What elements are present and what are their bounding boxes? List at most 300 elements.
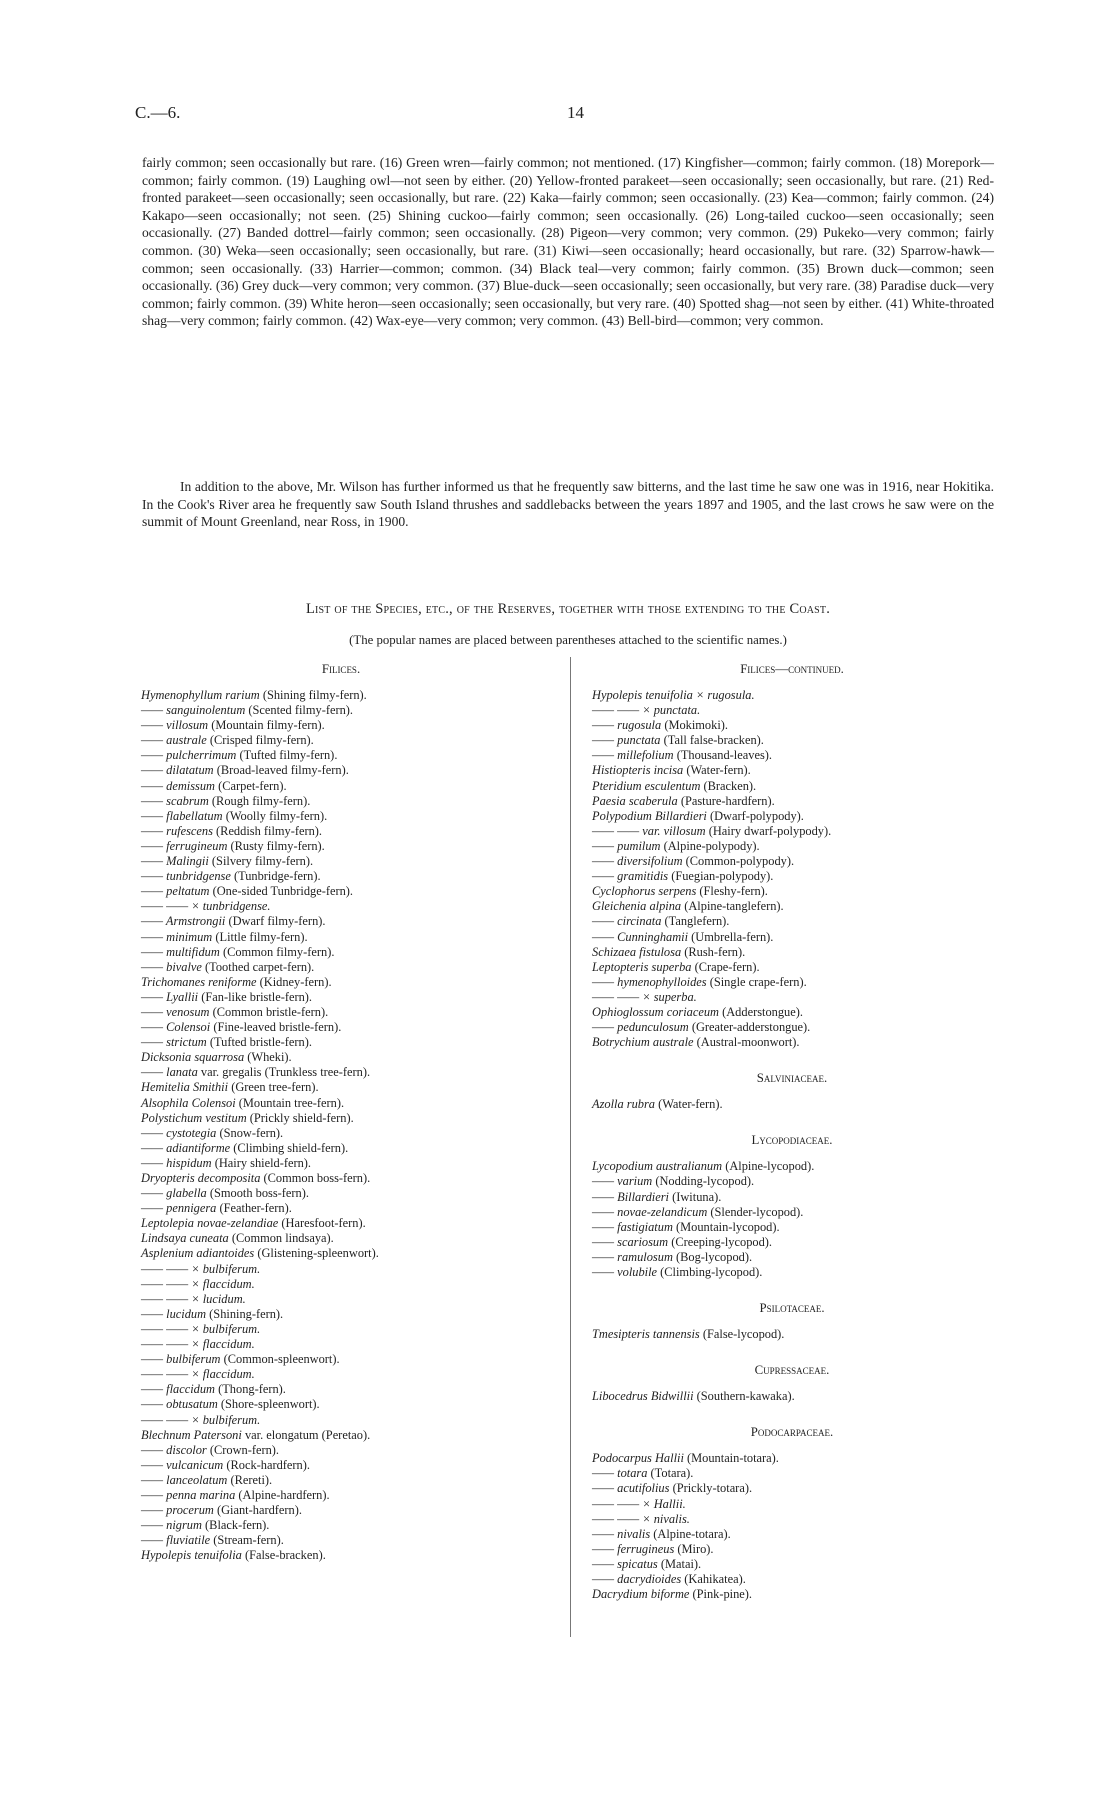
common-name: (Mountain filmy-fern). <box>211 718 325 733</box>
scientific-name: —— pulcherrimum <box>141 748 237 763</box>
common-name: (Wheki). <box>247 1050 292 1065</box>
common-name: (Mountain tree-fern). <box>238 1095 345 1110</box>
species-entry <box>592 1542 992 1557</box>
common-name: (Common-spleenwort). <box>223 1352 340 1367</box>
species-entry <box>141 1020 541 1035</box>
common-name: (Broad-leaved filmy-fern). <box>216 763 349 778</box>
family-heading: Podocarpaceae. <box>750 1425 834 1440</box>
common-name: (Tufted filmy-fern). <box>239 748 338 763</box>
scientific-name: —— gramitidis <box>592 869 669 884</box>
species-entry <box>141 1548 541 1563</box>
scientific-name: —— —— var. villosum <box>592 823 706 838</box>
scientific-name: —— cystotegia <box>141 1125 217 1140</box>
common-name: (Thong-fern). <box>218 1382 286 1397</box>
scientific-name: —— scabrum <box>141 793 209 808</box>
common-name: (Stream-fern). <box>213 1533 284 1548</box>
species-entry <box>141 763 541 778</box>
species-entry <box>141 1080 541 1095</box>
common-name: (Tunbridge-fern). <box>233 869 321 884</box>
species-entry <box>141 945 541 960</box>
scientific-name: Gleichenia alpina <box>592 899 682 914</box>
scientific-name: Alsophila Colensoi <box>141 1095 236 1110</box>
species-entry <box>592 763 992 778</box>
common-name: (Mountain-lycopod). <box>676 1219 780 1234</box>
species-list-subtitle: (The popular names are placed between parentheses attached to the scientific names.) <box>349 633 787 647</box>
species-entry <box>592 703 992 718</box>
species-entry <box>592 1190 992 1205</box>
common-name: (Bracken). <box>703 778 757 793</box>
species-entry <box>592 1035 992 1050</box>
common-name: (Adderstongue). <box>722 1004 803 1019</box>
scientific-name: —— —— × punctata. <box>592 703 701 718</box>
scientific-name: Hemitelia Smithii <box>141 1080 229 1095</box>
common-name: (Common boss-fern). <box>263 1171 371 1185</box>
common-name: (Giant-hardfern). <box>216 1503 302 1518</box>
common-name: (Thousand-leaves). <box>676 748 772 763</box>
species-entry <box>141 930 541 945</box>
scientific-name: —— rufescens <box>141 823 213 838</box>
common-name: (False-bracken). <box>244 1548 326 1563</box>
common-name: (Dwarf-polypody). <box>709 808 804 823</box>
species-entry <box>141 748 541 763</box>
scientific-name: —— glabella <box>141 1186 207 1201</box>
species-entry <box>141 1231 541 1246</box>
scientific-name: —— —— × bulbiferum. <box>141 1412 261 1427</box>
scientific-name: —— australe <box>141 733 207 748</box>
species-entry <box>141 1201 541 1216</box>
common-name: (Mokimoki). <box>664 718 728 733</box>
species-entry <box>141 1292 541 1307</box>
scientific-name: —— flaccidum <box>141 1382 215 1397</box>
species-entry <box>141 1518 541 1533</box>
species-entry <box>592 1174 992 1189</box>
scientific-name: —— hispidum <box>141 1155 212 1170</box>
scientific-name: —— peltatum <box>141 884 210 899</box>
common-name: (Feather-fern). <box>219 1201 292 1216</box>
scientific-name: —— lanata <box>141 1065 198 1080</box>
common-name: (Matai). <box>660 1556 702 1571</box>
species-entry <box>141 990 541 1005</box>
common-name: (Fine-leaved bristle-fern). <box>213 1020 342 1035</box>
species-entry <box>141 688 541 703</box>
common-name: (Little filmy-fern). <box>215 929 308 944</box>
species-entry <box>141 1186 541 1201</box>
page-header <box>135 103 1000 127</box>
species-entry <box>141 1428 541 1443</box>
common-name: (Totara). <box>650 1466 694 1481</box>
scientific-name: —— —— × bulbiferum. <box>141 1321 261 1336</box>
scientific-name: Leptopteris superba <box>592 959 692 974</box>
scientific-name: —— strictum <box>141 1035 207 1050</box>
species-entry <box>592 884 992 899</box>
scientific-name: —— Malingii <box>141 854 209 869</box>
scientific-name: Botrychium australe <box>592 1035 694 1050</box>
scientific-name: —— —— × bulbiferum. <box>141 1261 261 1276</box>
common-name: (Alpine-totara). <box>653 1526 731 1541</box>
common-name: (Climbing-lycopod). <box>660 1265 763 1279</box>
species-entry <box>592 794 992 809</box>
common-name: (Black-fern). <box>205 1518 270 1533</box>
common-name: (Kidney-fern). <box>259 974 332 989</box>
scientific-name: —— minimum <box>141 929 213 944</box>
scientific-name: —— varium <box>592 1174 653 1189</box>
common-name: (Common lindsaya). <box>231 1231 334 1246</box>
common-name: (Alpine-lycopod). <box>725 1159 815 1174</box>
scientific-name: —— totara <box>592 1466 648 1481</box>
species-entry <box>141 718 541 733</box>
scientific-name: —— Billardieri <box>592 1189 669 1204</box>
species-entry <box>141 839 541 854</box>
scientific-name: —— dacrydioides <box>592 1572 682 1587</box>
species-entry <box>592 1235 992 1250</box>
common-name: (Rush-fern). <box>684 944 746 959</box>
common-name: (Rusty filmy-fern). <box>230 838 325 853</box>
common-name: (Pink-pine). <box>692 1587 753 1602</box>
species-entry <box>141 1156 541 1171</box>
scientific-name: —— obtusatum <box>141 1397 218 1412</box>
common-name: (Dwarf filmy-fern). <box>228 914 326 929</box>
species-entry <box>592 1572 992 1587</box>
document-reference: C.—6. <box>135 103 181 122</box>
species-entry <box>592 718 992 733</box>
scientific-name: —— sanguinolentum <box>141 703 246 718</box>
scientific-name: —— fluviatile <box>141 1533 211 1548</box>
scientific-name: —— demissum <box>141 778 216 793</box>
common-name: (Shining-fern). <box>209 1306 284 1321</box>
species-entry <box>592 824 992 839</box>
species-entry <box>592 960 992 975</box>
scientific-name: —— lucidum <box>141 1306 207 1321</box>
scientific-name: —— punctata <box>592 733 661 748</box>
scientific-name: —— flabellatum <box>141 808 223 823</box>
common-name: (Shore-spleenwort). <box>220 1397 320 1412</box>
common-name: (Nodding-lycopod). <box>655 1174 755 1189</box>
common-name: (Rereti). <box>230 1472 273 1487</box>
common-name: (One-sided Tunbridge-fern). <box>212 884 354 899</box>
common-name: var. elongatum (Peretao). <box>244 1427 371 1442</box>
species-entry <box>141 1307 541 1322</box>
scientific-name: —— —— × Hallii. <box>592 1496 686 1511</box>
common-name: (Snow-fern). <box>219 1125 284 1140</box>
species-entry <box>592 1327 992 1342</box>
species-entry <box>141 1035 541 1050</box>
scientific-name: —— nigrum <box>141 1518 202 1533</box>
scientific-name: —— Colensoi <box>141 1020 211 1035</box>
scientific-name: —— —— × flaccidum. <box>141 1276 255 1291</box>
scientific-name: Blechnum Patersoni <box>141 1427 242 1442</box>
common-name: (Hairy dwarf-polypody). <box>708 823 832 838</box>
common-name: (Pasture-hardfern). <box>680 793 775 808</box>
scientific-name: Schizaea fistulosa <box>592 944 682 959</box>
species-entry <box>141 1397 541 1412</box>
common-name: (Austral-moonwort). <box>696 1035 800 1050</box>
common-name: (Rough filmy-fern). <box>211 793 311 808</box>
species-entry <box>592 748 992 763</box>
species-entry <box>141 1337 541 1352</box>
species-entry <box>592 1159 992 1174</box>
scientific-name: Azolla rubra <box>592 1097 655 1112</box>
species-entry <box>592 899 992 914</box>
common-name: (Southern-kawaka). <box>696 1389 795 1404</box>
species-entry <box>141 914 541 929</box>
scientific-name: —— rugosula <box>592 718 662 733</box>
scientific-name: Ophioglossum coriaceum <box>592 1004 719 1019</box>
species-entry <box>592 1497 992 1512</box>
scientific-name: —— bulbiferum <box>141 1352 221 1367</box>
common-name: (Climbing shield-fern). <box>233 1140 349 1155</box>
species-entry <box>141 854 541 869</box>
species-entry <box>141 1322 541 1337</box>
scientific-name: —— volubile <box>592 1265 658 1279</box>
scientific-name: Libocedrus Bidwillii <box>592 1389 694 1404</box>
scientific-name: Lindsaya cuneata <box>141 1231 229 1246</box>
species-entry <box>141 1473 541 1488</box>
common-name: (Glistening-spleenwort). <box>257 1246 379 1261</box>
scientific-name: —— —— × superba. <box>592 989 697 1004</box>
species-entry <box>141 1262 541 1277</box>
family-heading: Psilotaceae. <box>759 1301 825 1316</box>
species-entry <box>141 779 541 794</box>
common-name: (Iwituna). <box>672 1189 722 1204</box>
common-name: (Haresfoot-fern). <box>281 1216 366 1231</box>
common-name: (Silvery filmy-fern). <box>211 854 314 869</box>
species-entry <box>141 1005 541 1020</box>
family-heading: Filices—continued. <box>740 662 844 676</box>
species-entry <box>592 930 992 945</box>
species-entry <box>592 1587 992 1602</box>
common-name: (Tall false-bracken). <box>663 733 764 748</box>
species-entry <box>592 1512 992 1527</box>
species-entry <box>141 1171 541 1186</box>
scientific-name: —— procerum <box>141 1503 214 1518</box>
species-entry <box>141 975 541 990</box>
common-name: (Tanglefern). <box>664 914 730 929</box>
species-entry <box>141 1367 541 1382</box>
common-name: (Creeping-lycopod). <box>671 1234 773 1249</box>
species-entry <box>141 1352 541 1367</box>
common-name: var. gregalis (Trunkless tree-fern). <box>200 1065 371 1080</box>
common-name: (Carpet-fern). <box>218 778 287 793</box>
common-name: (Alpine-tanglefern). <box>684 899 784 914</box>
common-name: (Umbrella-fern). <box>691 929 774 944</box>
wilson-note-paragraph: In addition to the above, Mr. Wilson has further informed us that he frequently saw bitterns, and the last time he saw one was in 1916, near Hokitika. In the Cook's River area he frequently saw South Island thrushes and saddlebacks between the years 1897 and 1905, and the last crows he saw were on the summit of Mount Greenland, near Ross, in 1900. <box>142 479 994 530</box>
scientific-name: —— ferrugineum <box>141 838 228 853</box>
scientific-name: Polypodium Billardieri <box>592 808 707 823</box>
bird-records-paragraph: fairly common; seen occasionally but rare. (16) Green wren—fairly common; not mentioned. (17) Kingfisher—common; fairly common. (18) Morepork—common; fairly common. (19) Laughing owl—not seen by either. (20) Yellow-fronted parakeet—seen occasionally; seen occasionally, but rare. (21) Red-fronted parakeet—seen occasionally; seen occasionally, but rare. (22) Kaka—fairly common; seen occasionally. (23) Kea—common; fairly common. (24) Kakapo—seen occasionally; not seen. (25) Shining cuckoo—fairly common; seen occasionally. (26) Long-tailed cuckoo—seen occasionally; seen occasionally. (27) Banded dottrel—fairly common; seen occasionally. (28) Pigeon—very common; very common. (29) Pukeko—very common; fairly common. (30) Weka—seen occasionally; seen occasionally, but rare. (31) Kiwi—seen occasionally; heard occasionally, but rare. (32) Sparrow-hawk—common; seen occasionally. (33) Harrier—common; common. (34) Black teal—very common; fairly common. (35) Brown duck—common; seen occasionally. (36) Grey duck—very common; very common. (37) Blue-duck—seen occasionally; seen occasionally, but very rare. (38) Paradise duck—very common; fairly common. (39) White heron—seen occasionally; seen occasionally, but very rare. (40) Spotted shag—not seen by either. (41) White-throated shag—very common; fairly common. (42) Wax-eye—very common; very common. (43) Bell-bird—common; very common. <box>142 155 994 329</box>
scientific-name: —— nivalis <box>592 1526 651 1541</box>
species-entry <box>141 809 541 824</box>
scientific-name: —— villosum <box>141 718 209 733</box>
species-entry <box>592 1205 992 1220</box>
scientific-name: —— —— × lucidum. <box>141 1291 246 1306</box>
common-name: (Toothed carpet-fern). <box>205 959 315 974</box>
scientific-name: Dacrydium biforme <box>592 1587 690 1602</box>
species-entry <box>592 1466 992 1481</box>
scientific-name: —— hymenophylloides <box>592 974 707 989</box>
scientific-name: —— Armstrongii <box>141 914 226 929</box>
common-name: (Tufted bristle-fern). <box>209 1035 312 1050</box>
common-name: (Common filmy-fern). <box>222 944 335 959</box>
common-name: (Alpine-hardfern). <box>238 1487 330 1502</box>
species-entry <box>592 1557 992 1572</box>
species-entry <box>592 1451 992 1466</box>
common-name: (Rock-hardfern). <box>226 1457 310 1472</box>
species-entry <box>592 1481 992 1496</box>
species-entry <box>141 794 541 809</box>
species-entry <box>141 703 541 718</box>
species-entry <box>141 1096 541 1111</box>
species-entry <box>592 990 992 1005</box>
common-name: (Reddish filmy-fern). <box>216 823 323 838</box>
species-column-right <box>592 661 992 1602</box>
common-name: (Bog-lycopod). <box>676 1249 753 1264</box>
scientific-name: —— acutifolius <box>592 1481 670 1496</box>
species-entry <box>592 779 992 794</box>
species-entry <box>592 914 992 929</box>
species-entry <box>141 1216 541 1231</box>
scientific-name: —— —— × nivalis. <box>592 1511 690 1526</box>
common-name: (Common bristle-fern). <box>212 1004 329 1019</box>
scientific-name: Hypolepis tenuifolia <box>141 1548 242 1563</box>
species-entry <box>141 1458 541 1473</box>
common-name: (Water-fern). <box>658 1097 723 1112</box>
scientific-name: —— discolor <box>141 1442 207 1457</box>
common-name: (Crown-fern). <box>209 1442 280 1457</box>
species-entry <box>592 1005 992 1020</box>
scientific-name: Polystichum vestitum <box>141 1110 247 1125</box>
scientific-name: —— pumilum <box>592 838 661 853</box>
species-entry <box>592 733 992 748</box>
common-name: (Green tree-fern). <box>231 1080 319 1095</box>
species-entry <box>592 975 992 990</box>
scientific-name: —— penna marina <box>141 1487 236 1502</box>
species-entry <box>141 1126 541 1141</box>
species-entry <box>141 1141 541 1156</box>
species-entry <box>592 839 992 854</box>
scientific-name: Paesia scaberula <box>592 793 678 808</box>
scientific-name: Pteridium esculentum <box>592 778 701 793</box>
common-name: (Smooth boss-fern). <box>209 1186 309 1201</box>
species-entry <box>141 1277 541 1292</box>
scientific-name: —— millefolium <box>592 748 674 763</box>
scientific-name: —— Cunninghamii <box>592 929 689 944</box>
species-entry <box>141 884 541 899</box>
scientific-name: —— novae-zelandicum <box>592 1204 708 1219</box>
species-entry <box>141 1503 541 1518</box>
species-entry <box>141 1382 541 1397</box>
common-name: (Woolly filmy-fern). <box>225 808 328 823</box>
scientific-name: —— dilatatum <box>141 763 214 778</box>
common-name: (Hairy shield-fern). <box>214 1155 312 1170</box>
scientific-name: Lycopodium australianum <box>592 1159 723 1174</box>
family-heading: Salviniaceae. <box>756 1071 828 1086</box>
scientific-name: —— pedunculosum <box>592 1020 689 1035</box>
species-list-title: List of the Species, etc., of the Reserves, together with those extending to the Coast. <box>305 601 831 617</box>
scientific-name: —— —— × tunbridgense. <box>141 899 271 914</box>
common-name: (Crisped filmy-fern). <box>209 733 314 748</box>
species-entry <box>141 1065 541 1080</box>
family-heading: Cupressaceae. <box>754 1363 830 1378</box>
species-entry <box>592 809 992 824</box>
family-heading: Filices. <box>321 662 361 676</box>
species-entry <box>141 1488 541 1503</box>
scientific-name: —— lanceolatum <box>141 1472 228 1487</box>
page-number: 14 <box>567 103 584 122</box>
scientific-name: —— venosum <box>141 1004 210 1019</box>
scientific-name: Podocarpus Hallii <box>592 1451 684 1466</box>
species-entry <box>592 854 992 869</box>
scientific-name: —— ferrugineus <box>592 1541 675 1556</box>
species-entry <box>141 1111 541 1126</box>
species-entry <box>141 1050 541 1065</box>
common-name: (Mountain-totara). <box>687 1451 779 1466</box>
species-entry <box>141 1533 541 1548</box>
species-entry <box>141 733 541 748</box>
species-entry <box>592 1527 992 1542</box>
scientific-name: —— vulcanicum <box>141 1457 224 1472</box>
scientific-name: Hypolepis tenuifolia × rugosula. <box>592 688 755 702</box>
species-entry <box>592 945 992 960</box>
species-entry <box>141 1443 541 1458</box>
column-divider <box>570 657 571 1637</box>
species-entry <box>141 869 541 884</box>
species-entry <box>592 1220 992 1235</box>
scientific-name: Hymenophyllum rarium <box>141 688 260 702</box>
scientific-name: —— circinata <box>592 914 662 929</box>
common-name: (Prickly-totara). <box>672 1481 753 1496</box>
common-name: (Prickly shield-fern). <box>249 1110 354 1125</box>
common-name: (Greater-adderstongue). <box>691 1020 811 1035</box>
species-entry <box>141 824 541 839</box>
scientific-name: Trichomanes reniforme <box>141 974 257 989</box>
common-name: (Alpine-polypody). <box>663 838 760 853</box>
scientific-name: —— ramulosum <box>592 1249 673 1264</box>
scientific-name: —— pennigera <box>141 1201 217 1216</box>
scientific-name: —— —— × flaccidum. <box>141 1367 255 1382</box>
common-name: (Common-polypody). <box>685 854 795 869</box>
common-name: (Water-fern). <box>686 763 751 778</box>
scientific-name: —— scariosum <box>592 1234 669 1249</box>
species-entry <box>592 869 992 884</box>
scientific-name: —— multifidum <box>141 944 220 959</box>
species-entry <box>592 1265 992 1280</box>
scientific-name: Asplenium adiantoides <box>141 1246 255 1261</box>
common-name: (Fan-like bristle-fern). <box>201 989 313 1004</box>
scientific-name: Cyclophorus serpens <box>592 884 697 899</box>
common-name: (Kahikatea). <box>684 1572 746 1587</box>
scientific-name: —— tunbridgense <box>141 869 231 884</box>
scientific-name: Tmesipteris tannensis <box>592 1327 700 1342</box>
scientific-name: Dryopteris decomposita <box>141 1171 261 1185</box>
species-entry <box>592 688 992 703</box>
species-entry <box>141 1246 541 1261</box>
scientific-name: —— bivalve <box>141 959 202 974</box>
common-name: (Crape-fern). <box>694 959 760 974</box>
scientific-name: —— diversifolium <box>592 854 683 869</box>
scientific-name: —— Lyallii <box>141 989 199 1004</box>
scientific-name: Histiopteris incisa <box>592 763 684 778</box>
family-heading: Lycopodiaceae. <box>751 1133 833 1148</box>
common-name: (Fuegian-polypody). <box>671 869 774 884</box>
species-entry <box>592 1020 992 1035</box>
species-entry <box>141 960 541 975</box>
species-entry <box>592 1097 992 1112</box>
species-entry <box>141 899 541 914</box>
species-entry <box>141 1413 541 1428</box>
scientific-name: Dicksonia squarrosa <box>141 1050 245 1065</box>
species-entry <box>592 1250 992 1265</box>
scientific-name: —— spicatus <box>592 1556 658 1571</box>
